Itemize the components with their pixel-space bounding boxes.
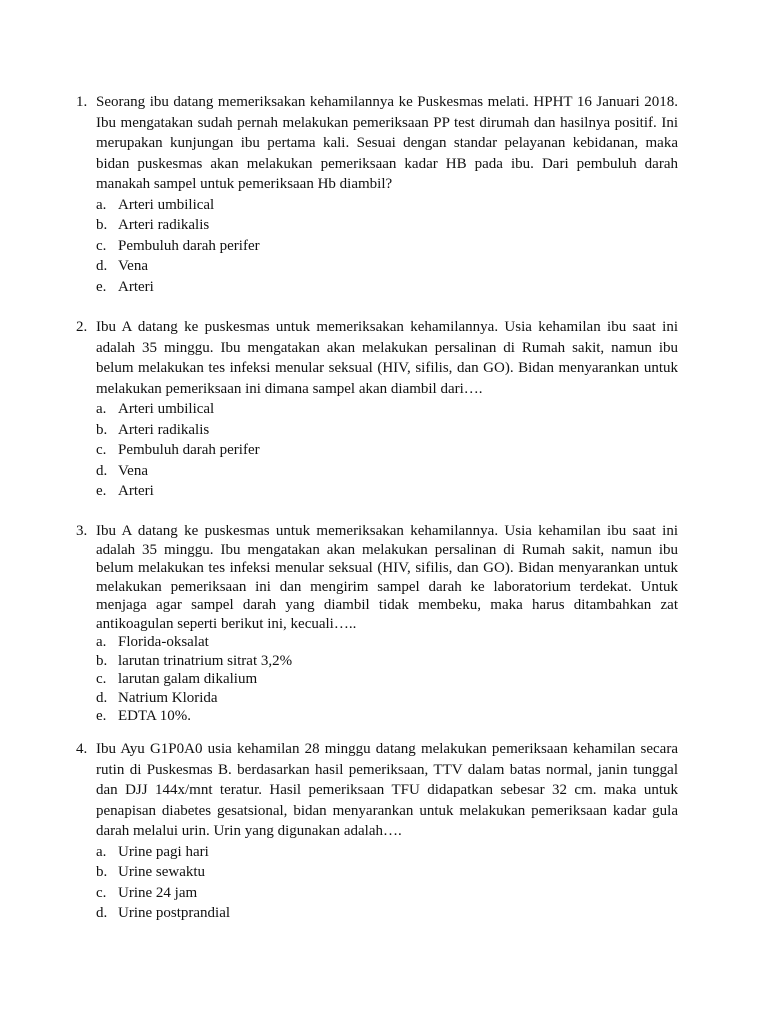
question-3 [76, 522, 678, 726]
option-letter: a. [96, 401, 107, 417]
question-number: 1. [76, 94, 88, 110]
options-list [96, 842, 678, 924]
option-text: larutan trinatrium sitrat 3,2% [118, 652, 293, 669]
option-letter: c. [96, 671, 107, 687]
option-d [96, 689, 678, 708]
option-text: larutan galam dikalium [118, 671, 258, 687]
question-text: Ibu A datang ke puskesmas untuk memeriksakan kehamilannya. Usia kehamilan ibu saat ini adalah 35 minggu. Ibu mengatakan akan melakukan persalinan di Rumah sakit, namun ibu belum melakukan tes infeksi menular seksual (HIV, sifilis, dan GO). Bidan menyarankan untuk melakukan pemeriksaan ini dimana sampel akan diambil dari…. [96, 319, 678, 397]
option-text: Arteri radikalis [118, 421, 210, 438]
option-text: EDTA 10%. [118, 708, 191, 724]
option-text: Vena [118, 258, 148, 274]
question-text: Ibu A datang ke puskesmas untuk memeriksakan kehamilannya. Usia kehamilan ibu saat ini adalah 35 minggu. Ibu mengatakan akan melakukan persalinan di Rumah sakit, namun ibu belum melakukan tes infeksi menular seksual (HIV, sifilis, dan GO). Bidan menyarankan untuk melakukan pemeriksaan ini dan mengirim sampel darah ke laboratorium terdekat. Untuk menjaga agar sampel darah yang diambil tidak membeku, maka harus ditambahkan zat antikoagulan seperti berikut ini, kecuali….. [96, 523, 678, 632]
option-e [96, 481, 678, 502]
option-a [96, 399, 678, 420]
option-c [96, 236, 678, 257]
option-b [96, 215, 678, 236]
option-a [96, 633, 678, 652]
question-text: Ibu Ayu G1P0A0 usia kehamilan 28 minggu datang melakukan pemeriksaan kehamilan secara rutin di Puskesmas B. berdasarkan hasil pemeriksaan, TTV dalam batas normal, janin tunggal dan DJJ 144x/mnt teratur. Hasil pemeriksaan TFU didapatkan sebesar 32 cm. maka untuk penapisan diabetes gesatsional, bidan menyarankan untuk melakukan pemeriksaan kadar gula darah melalui urin. Urin yang digunakan adalah…. [96, 741, 678, 839]
option-a [96, 842, 678, 863]
option-text: Arteri umbilical [118, 196, 215, 213]
option-text: Urine postprandial [118, 905, 231, 921]
option-text: Arteri radikalis [118, 217, 210, 233]
options-list [96, 195, 678, 298]
option-text: Urine sewaktu [118, 864, 206, 880]
option-letter: b. [96, 217, 108, 233]
question-number: 2. [76, 319, 88, 335]
option-text: Florida-oksalat [118, 634, 209, 650]
option-text: Pembuluh darah perifer [118, 237, 260, 254]
option-text: Arteri [118, 483, 154, 499]
option-b [96, 420, 678, 441]
option-letter: b. [96, 652, 108, 669]
question-text: Seorang ibu datang memeriksakan kehamilannya ke Puskesmas melati. HPHT 16 Januari 2018. Ibu mengatakan sudah pernah melakukan pemeriksaan PP test dirumah dan hasilnya positif. Ini merupakan kunjungan ibu pertama kali. Sesuai dengan standar pelayanan kebidanan, maka bidan puskesmas akan melakukan pemeriksaan kadar HB pada ibu. Dari pembuluh darah manakah sampel untuk pemeriksaan Hb diambil? [96, 94, 678, 192]
option-text: Arteri umbilical [118, 401, 215, 417]
option-text: Arteri [118, 278, 154, 295]
option-letter: b. [96, 864, 108, 880]
options-list [96, 633, 678, 726]
question-1 [76, 92, 678, 297]
options-list [96, 399, 678, 502]
option-letter: e. [96, 483, 107, 499]
question-number: 3. [76, 523, 88, 539]
option-text: Natrium Klorida [118, 689, 218, 706]
option-a [96, 195, 678, 216]
option-letter: d. [96, 258, 108, 274]
option-letter: a. [96, 196, 107, 213]
question-4 [76, 739, 678, 924]
option-text: Pembuluh darah perifer [118, 442, 260, 458]
question-2 [76, 317, 678, 502]
option-letter: d. [96, 689, 108, 706]
option-e [96, 277, 678, 298]
option-letter: d. [96, 462, 108, 479]
option-d [96, 461, 678, 482]
option-d [96, 256, 678, 277]
option-e [96, 707, 678, 726]
option-text: Vena [118, 462, 148, 479]
option-letter: c. [96, 884, 107, 901]
option-letter: c. [96, 442, 107, 458]
option-c [96, 440, 678, 461]
option-d [96, 903, 678, 924]
option-letter: d. [96, 905, 108, 921]
option-letter: a. [96, 634, 107, 650]
option-b [96, 862, 678, 883]
option-text: Urine 24 jam [118, 884, 198, 901]
option-letter: e. [96, 278, 107, 295]
option-letter: b. [96, 421, 108, 438]
option-b [96, 652, 678, 671]
option-letter: a. [96, 843, 107, 860]
option-letter: c. [96, 237, 107, 254]
option-text: Urine pagi hari [118, 843, 209, 860]
option-c [96, 670, 678, 689]
question-number: 4. [76, 741, 88, 757]
option-letter: e. [96, 708, 107, 724]
option-c [96, 883, 678, 904]
